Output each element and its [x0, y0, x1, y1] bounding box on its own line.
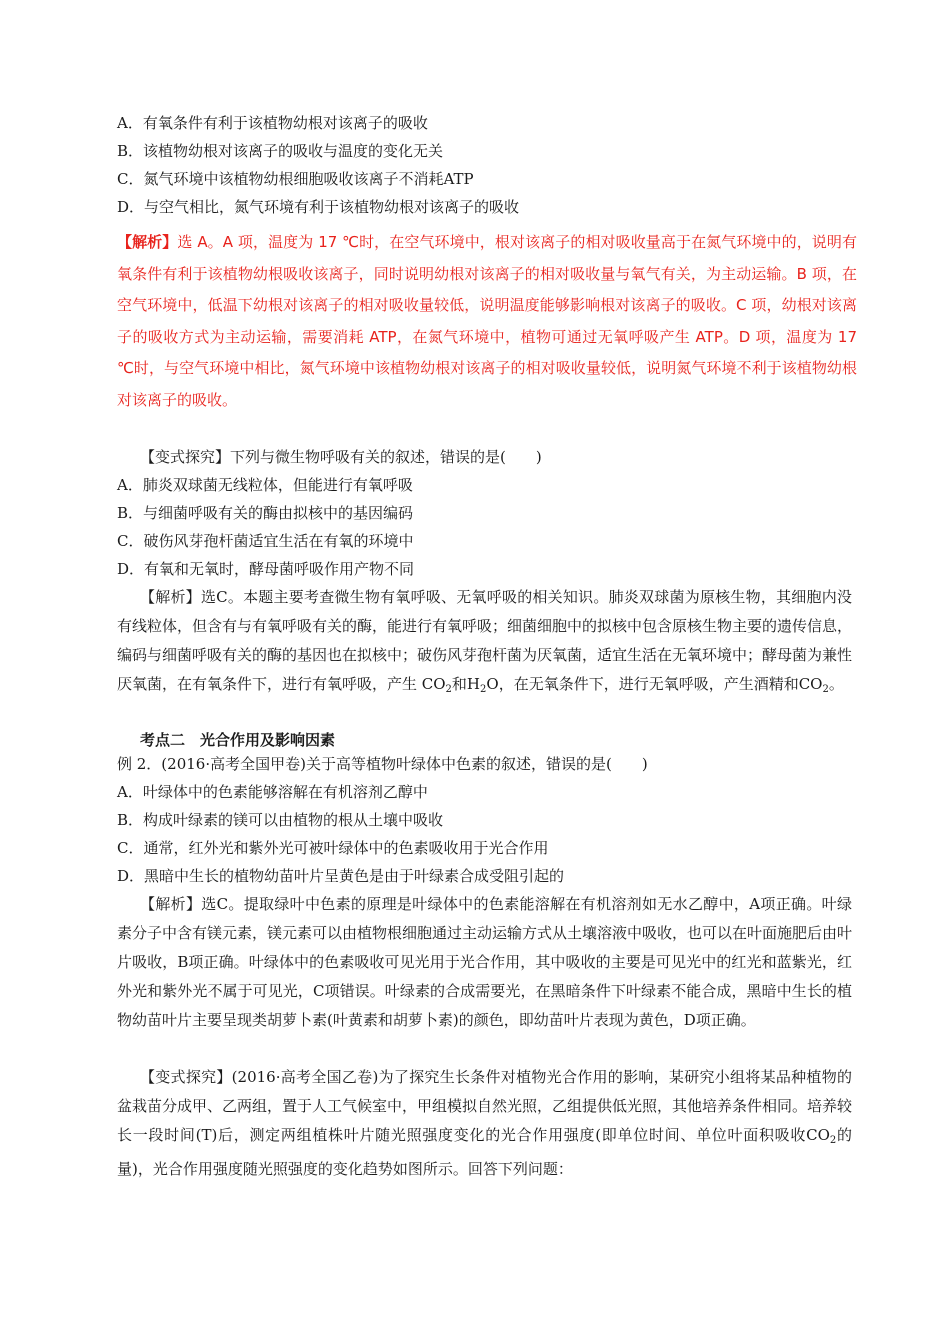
example2-option-b: B．构成叶绿素的镁可以由植物的根从土壤中吸收 [117, 811, 444, 829]
q1-option-c: C．氮气环境中该植物幼根细胞吸收该离子不消耗ATP [117, 170, 474, 188]
section-title: 考点二 光合作用及影响因素 [140, 731, 336, 749]
example2-option-a: A．叶绿体中的色素能够溶解在有机溶剂乙醇中 [117, 783, 428, 801]
example2-option-d: D．黑暗中生长的植物幼苗叶片呈黄色是由于叶绿素合成受阻引起的 [117, 867, 565, 885]
example2-stem: 例 2．(2016·高考全国甲卷)关于高等植物叶绿体中色素的叙述，错误的是( ) [117, 755, 648, 773]
variant1-option-a: A．肺炎双球菌无线粒体，但能进行有氧呼吸 [117, 476, 413, 494]
variant1-analysis: 【解析】选C。本题主要考查微生物有氧呼吸、无氧呼吸的相关知识。肺炎双球菌为原核生物，其细胞内没有线粒体，但含有与有氧呼吸有关的酶，能进行有氧呼吸；细菌细胞中的拟核中包含原核生物主要的遗传信息，编码与细菌呼吸有关的酶的基因也在拟核中；破伤风芽孢杆菌为厌氧菌，适宜生活在无氧环境中；酵母菌为兼性厌氧菌，在有氧条件下，进行有氧呼吸，产生 $CO_2$和$H_2O$，在无氧条件下，进行无氧呼吸，产生酒精和$CO_2$。 [117, 588, 853, 695]
q1-analysis-label: 【解析】 [117, 233, 178, 251]
q1-option-a: A．有氧条件有利于该植物幼根对该离子的吸收 [117, 114, 428, 132]
variant1-option-b: B．与细菌呼吸有关的酶由拟核中的基因编码 [117, 504, 414, 522]
q1-analysis-text: 选 A。A 项，温度为 17 ℃时，在空气环境中，根对该离子的相对吸收量高于在氮气环境中的，说明有氧条件有利于该植物幼根吸收该离子，同时说明幼根对该离子的相对吸收量与氧气有关，为主动运输。B 项，在空气环境中，低温下幼根对该离子的相对吸收量较低，说明温度能够影响根对该离子的吸收。C 项，幼根对该离子的吸收方式为主动运输，需要消耗 ATP，在氮气环境中，植物可通过无氧呼吸产生 ATP。D 项，温度为 17 ℃时，与空气环境中相比，氮气环境中该植物幼根对该离子的相对吸收量较低，说明氮气环境不利于该植物幼根对该离子的吸收。 [117, 233, 857, 409]
variant1-option-c: C．破伤风芽孢杆菌适宜生活在有氧的环境中 [117, 532, 414, 550]
variant1-stem: 【变式探究】下列与微生物呼吸有关的叙述，错误的是( ) [140, 448, 542, 466]
q1-option-b: B．该植物幼根对该离子的吸收与温度的变化无关 [117, 142, 444, 160]
variant2-stem: 【变式探究】(2016·高考全国乙卷)为了探究生长条件对植物光合作用的影响，某研究小组将某品种植物的盆栽苗分成甲、乙两组，置于人工气候室中，甲组模拟自然光照，乙组提供低光照，其他培养条件相同。培养较长一段时间(T)后，测定两组植株叶片随光照强度变化的光合作用强度(即单位时间、单位叶面积吸收$CO_2$的量)，光合作用强度随光照强度的变化趋势如图所示。回答下列问题： [117, 1068, 853, 1178]
q1-option-d: D．与空气相比，氮气环境有利于该植物幼根对该离子的吸收 [117, 198, 520, 216]
example2-analysis: 【解析】选C。提取绿叶中色素的原理是叶绿体中的色素能溶解在有机溶剂如无水乙醇中，A项正确。叶绿素分子中含有镁元素，镁元素可以由植物根细胞通过主动运输方式从土壤溶液中吸收，也可以在叶面施肥后由叶片吸收，B项正确。叶绿体中的色素吸收可见光用于光合作用，其中吸收的主要是可见光中的红光和蓝紫光，红外光和紫外光不属于可见光，C项错误。叶绿素的合成需要光，在黑暗条件下叶绿素不能合成，黑暗中生长的植物幼苗叶片主要呈现类胡萝卜素(叶黄素和胡萝卜素)的颜色，即幼苗叶片表现为黄色，D项正确。 [117, 895, 853, 1029]
variant1-option-d: D．有氧和无氧时，酵母菌呼吸作用产物不同 [117, 560, 415, 578]
example2-option-c: C．通常，红外光和紫外光可被叶绿体中的色素吸收用于光合作用 [117, 839, 549, 857]
q1-analysis [117, 227, 857, 416]
